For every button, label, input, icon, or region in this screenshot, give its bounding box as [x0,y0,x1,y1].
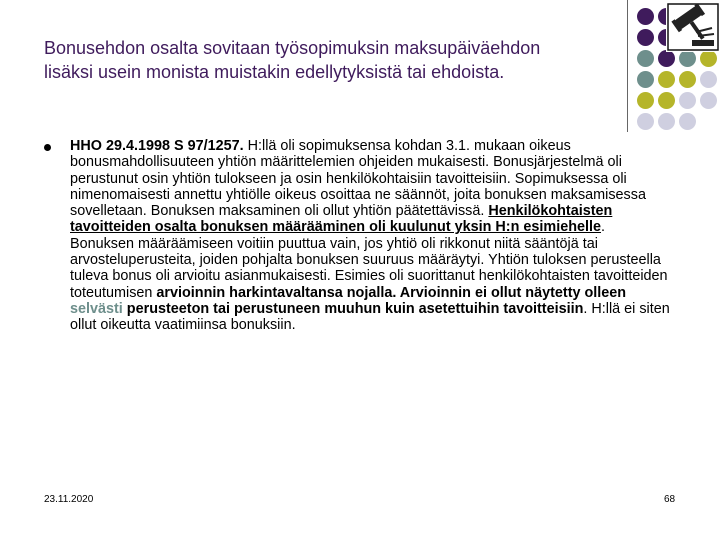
decorative-dot [637,8,654,25]
emphasis-bold-2: perusteeton tai perustuneen muuhun kuin asetettuihin tavoitteisiin [122,300,584,317]
gavel-logo [666,2,720,52]
decorative-dot [679,50,696,67]
emphasis-underlined: Henkilökohtaisten tavoitteiden osalta bonuksen määrääminen oli kuulunut yksin H:n esimiehelle [70,203,613,236]
decorative-dot [658,50,675,67]
body-part-2: . Bonuksen määräämiseen voitiin puuttua vain, jos yhtiö oli rikkonut niitä sääntöjä tai arvosteluperusteita, joiden pohjalta bonuksen suuruus määräytyi. Yhtiön tuloksen perusteella tuleva bonus oli arvioitu asianmukaisesti. Esimies oli suorittanut henkilökohtaisten tavoitteiden toteutumisen [70,219,668,301]
case-reference: HHO 29.4.1998 S 97/1257. [70,138,244,154]
emphasis-bold-1: arvioinnin harkintavaltansa nojalla. Arvioinnin ei ollut näytetty olleen [156,284,627,301]
decorative-dot [658,92,675,109]
decorative-dot [700,71,717,88]
decorative-dot [700,50,717,67]
decorative-dot [679,92,696,109]
decorative-dot [679,71,696,88]
decorative-dot [637,50,654,67]
slide-title: Bonusehdon osalta sovitaan työsopimuksin maksupäiväehdon lisäksi usein monista muistakin edellytyksistä tai ehdoista. [44,38,541,82]
decorative-dot [679,113,696,130]
decorative-dot [637,29,654,46]
decorative-dot [658,113,675,130]
bullet-dot [44,144,51,151]
body-part-3: . H:llä ei siten ollut oikeutta vaatimiinsa bonuksiin. [70,300,670,334]
body-part-1: H:llä oli sopimuksensa kohdan 3.1. mukaan oikeus bonusmahdollisuuteen yhtiön määrittelemien ohjeiden mukaisesti. Bonusjärjestelmä oli perustunut osin yhtiön tulokseen ja osin henkilökohtaisiin tavoitteisiin. Sopimuksessa oli nimenomaisesti annettu yhtiölle oikeus osoittaa ne säännöt, joita bonuksen maksamisessa sovelletaan. Bonuksen maksaminen oli ollut yhtiön päätettävissä. [70,138,646,220]
page-number: 68 [664,494,676,505]
footer-date: 23.11.2020 [44,494,94,505]
decorative-dot [700,92,717,109]
decorative-dot [637,71,654,88]
header-divider [627,0,628,132]
decorative-dot [658,71,675,88]
emphasis-highlight: selvästi [70,300,123,317]
case-summary-text [70,138,670,334]
decorative-dot [637,113,654,130]
decorative-dot [637,92,654,109]
